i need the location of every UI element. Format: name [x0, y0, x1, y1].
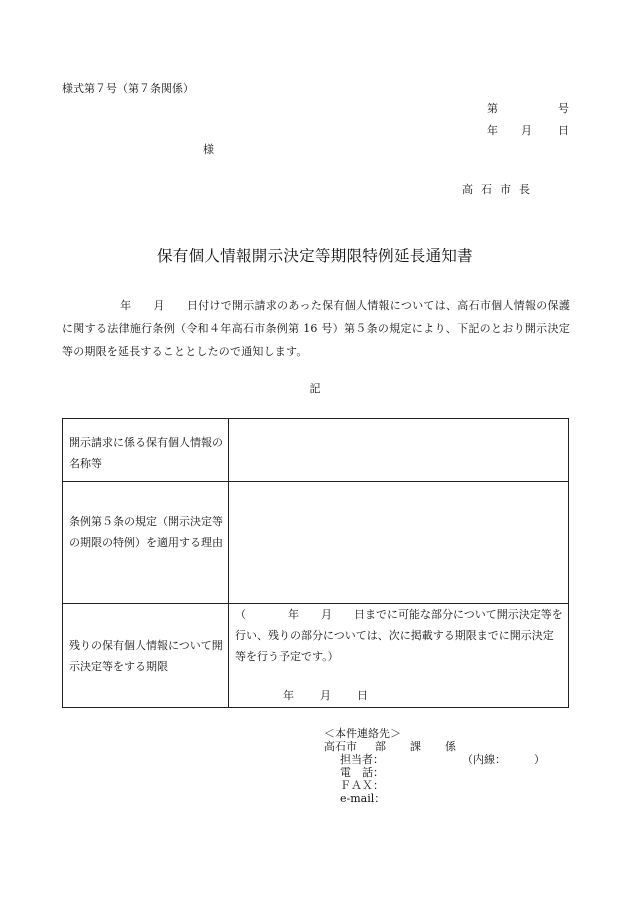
deadline-open-paren: （ [235, 608, 246, 621]
row-label-info-name: 開示請求に係る保有個人情報の名称等 [69, 436, 223, 470]
contact-heading: ＜本件連絡先＞ [324, 727, 401, 740]
contact-email-label: e-mail： [340, 792, 386, 805]
contact-person-line [324, 753, 545, 766]
body-month: 月 [153, 299, 165, 312]
contact-extension-label: （内線： [462, 753, 506, 766]
table-row [63, 604, 568, 707]
contact-section: 課 [410, 740, 421, 753]
deadline-final-year: 年 [283, 689, 294, 702]
notice-body [62, 294, 570, 363]
row-label-deadline: 残りの保有個人情報について開示決定等をする期限 [69, 639, 223, 673]
ki-heading: 記 [309, 382, 321, 395]
issue-date-day: 日 [558, 124, 569, 137]
issue-date-year: 年 [487, 124, 498, 137]
contact-block [324, 727, 545, 805]
table-row [63, 482, 568, 604]
deadline-partial-month: 月 [321, 608, 332, 621]
doc-number-suffix: 号 [558, 102, 569, 115]
contact-department-line [324, 740, 545, 753]
issue-date-month: 月 [521, 124, 532, 137]
addressee-suffix: 様 [203, 143, 214, 156]
deadline-partial-year: 年 [288, 608, 299, 621]
contact-fax-label: ＦＡＸ： [340, 779, 384, 792]
body-text: 日付けで開示請求のあった保有個人情報については、高石市個人情報の保護に関する法律施行条例（令和４年高石市条例第 16 号）第５条の規定により、下記のとおり開示決定等の期限を延長することとしたので通知します。 [62, 299, 571, 358]
body-year: 年 [120, 299, 132, 312]
row-value-deadline [235, 604, 563, 667]
deadline-final-month: 月 [320, 689, 331, 702]
contact-extension-close: ） [534, 753, 545, 766]
doc-number-prefix: 第 [487, 102, 498, 115]
contact-dept: 部 [375, 740, 386, 753]
document-title: 保有個人情報開示決定等期限特例延長通知書 [156, 247, 473, 265]
form-number: 様式第７号（第７条関係） [62, 82, 194, 95]
contact-unit: 係 [445, 740, 456, 753]
row-label-reason: 条例第５条の規定（開示決定等の期限の特例）を適用する理由 [69, 515, 223, 549]
issuer-name: 高石市長 [462, 183, 538, 196]
contact-person-label: 担当者： [340, 753, 384, 766]
contact-city: 高石市 [324, 740, 357, 753]
deadline-text: 日までに可能な部分について開示決定等を行い、残りの部分については、次に掲載する期限までに開示決定等を行う予定です。） [235, 608, 563, 663]
deadline-final-date [283, 687, 368, 703]
details-table [62, 418, 569, 708]
contact-phone-label: 電 話： [340, 766, 384, 779]
table-row [63, 419, 568, 482]
deadline-final-day: 日 [357, 689, 368, 702]
